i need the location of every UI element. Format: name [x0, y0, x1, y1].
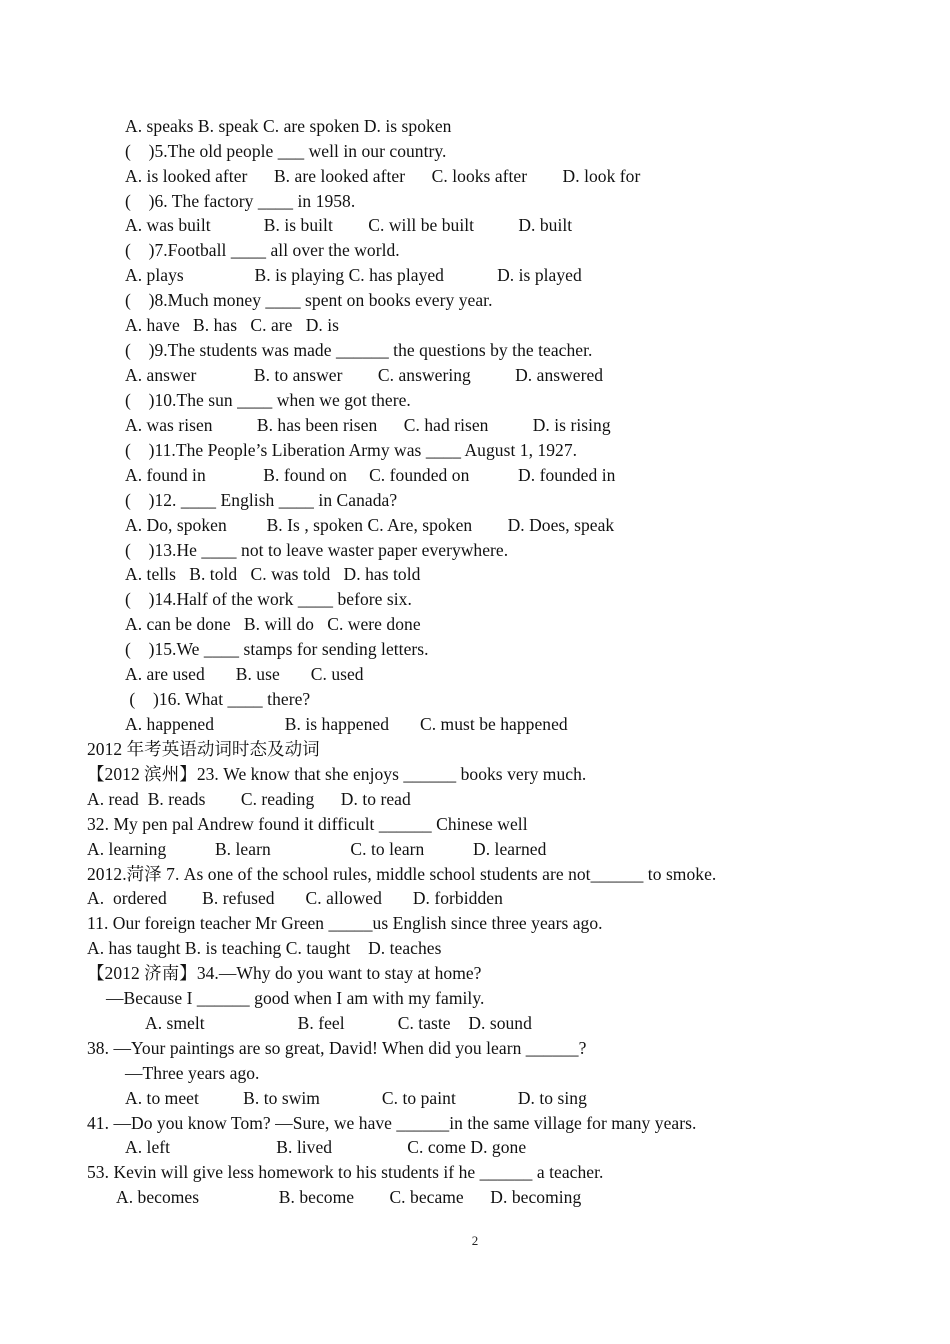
question-line: ( )13.He ____ not to leave waster paper everywhere.	[125, 540, 509, 560]
question-line: 41. —Do you know Tom? —Sure, we have ______in the same village for many years.	[87, 1113, 697, 1133]
question-line: 53. Kevin will give less homework to his students if he ______ a teacher.	[87, 1162, 604, 1182]
option-line: A. read B. reads C. reading D. to read	[87, 789, 411, 809]
option-line: A. left B. lived C. come D. gone	[125, 1137, 527, 1157]
option-line: A. speaks B. speak C. are spoken D. is spoken	[125, 116, 452, 136]
question-line: ( )7.Football ____ all over the world.	[125, 240, 400, 260]
option-line: A. happened B. is happened C. must be happened	[125, 714, 568, 734]
question-line: 38. —Your paintings are so great, David! When did you learn ______?	[87, 1038, 587, 1058]
question-line: 【2012 济南】34.—Why do you want to stay at home?	[87, 963, 482, 983]
page-number: 2	[471, 1233, 479, 1248]
question-line: ( )8.Much money ____ spent on books every year.	[125, 290, 493, 310]
option-line: A. was built B. is built C. will be built D. built	[125, 215, 573, 235]
option-line: A. can be done B. will do C. were done	[125, 614, 421, 634]
option-line: A. have B. has C. are D. is	[125, 315, 340, 335]
option-line: A. has taught B. is teaching C. taught D. teaches	[87, 938, 442, 958]
question-line: —Because I ______ good when I am with my family.	[106, 988, 485, 1008]
option-line: A. tells B. told C. was told D. has told	[125, 564, 421, 584]
question-line: 11. Our foreign teacher Mr Green _____us English since three years ago.	[87, 913, 603, 933]
question-line: ( )10.The sun ____ when we got there.	[125, 390, 411, 410]
option-line: A. learning B. learn C. to learn D. learned	[87, 839, 547, 859]
option-line: A. ordered B. refused C. allowed D. forbidden	[87, 888, 503, 908]
question-line: 32. My pen pal Andrew found it difficult ______ Chinese well	[87, 814, 528, 834]
section-heading: 2012 年考英语动词时态及动词	[87, 739, 320, 759]
question-line: ( )11.The People’s Liberation Army was ____ August 1, 1927.	[125, 440, 578, 460]
question-line: 2012.菏泽 7. As one of the school rules, middle school students are not______ to smoke.	[87, 864, 717, 884]
option-line: A. answer B. to answer C. answering D. answered	[125, 365, 604, 385]
option-line: A. plays B. is playing C. has played D. is played	[125, 265, 582, 285]
option-line: A. is looked after B. are looked after C. looks after D. look for	[125, 166, 641, 186]
option-line: A. are used B. use C. used	[125, 664, 364, 684]
option-line: A. Do, spoken B. Is , spoken C. Are, spoken D. Does, speak	[125, 515, 615, 535]
question-line: ( )14.Half of the work ____ before six.	[125, 589, 412, 609]
question-line: ( )6. The factory ____ in 1958.	[125, 191, 356, 211]
option-line: A. to meet B. to swim C. to paint D. to sing	[125, 1088, 587, 1108]
question-line: ( )16. What ____ there?	[125, 689, 311, 709]
question-line: ( )9.The students was made ______ the questions by the teacher.	[125, 340, 593, 360]
question-line: 【2012 滨州】23. We know that she enjoys ______ books very much.	[87, 764, 587, 784]
question-line: —Three years ago.	[125, 1063, 260, 1083]
question-line: ( )5.The old people ___ well in our country.	[125, 141, 447, 161]
option-line: A. smelt B. feel C. taste D. sound	[145, 1013, 532, 1033]
option-line: A. becomes B. become C. became D. becoming	[116, 1187, 582, 1207]
option-line: A. was risen B. has been risen C. had risen D. is rising	[125, 415, 611, 435]
question-line: ( )12. ____ English ____ in Canada?	[125, 490, 398, 510]
question-line: ( )15.We ____ stamps for sending letters.	[125, 639, 429, 659]
option-line: A. found in B. found on C. founded on D. founded in	[125, 465, 616, 485]
